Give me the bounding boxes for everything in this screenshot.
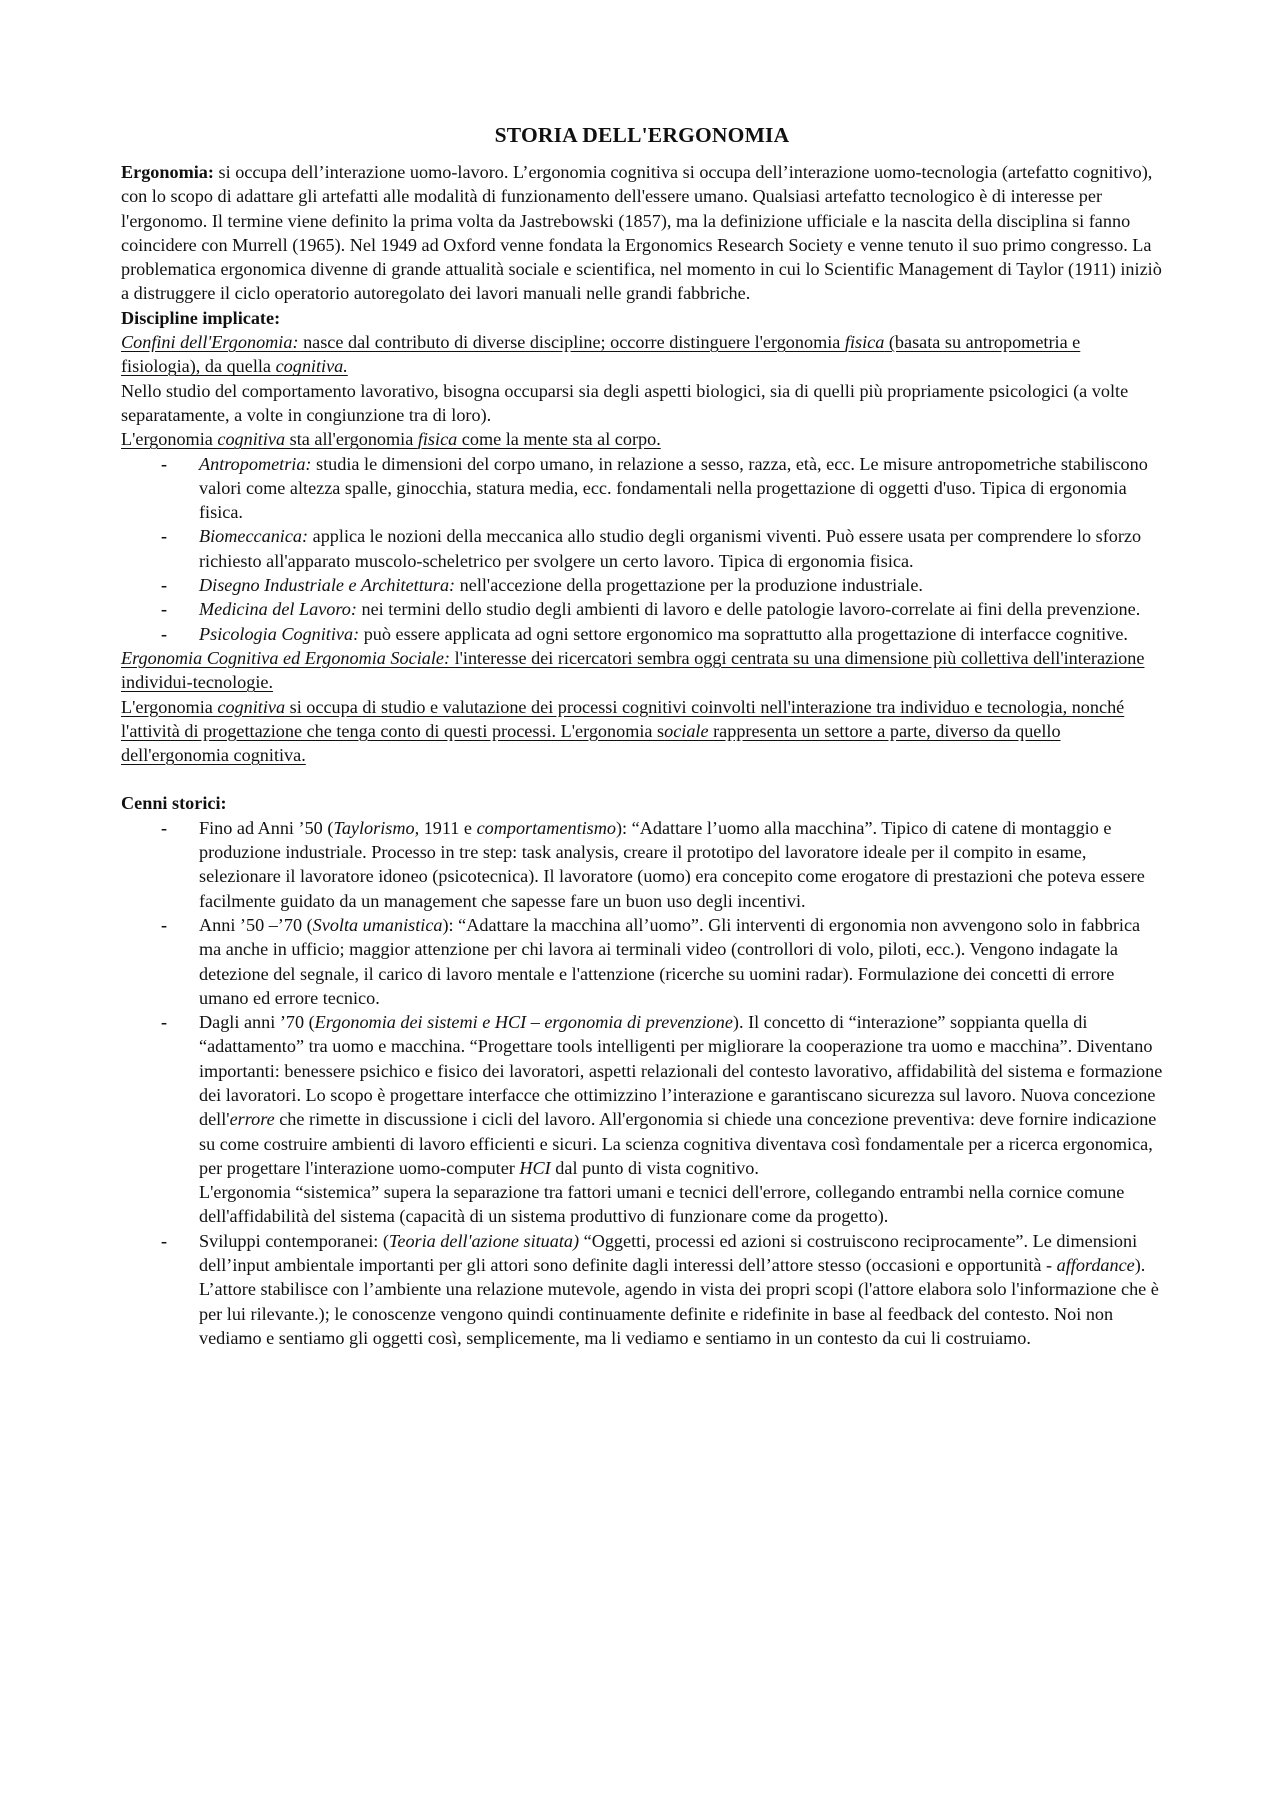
cognitiva-sociale-label: Ergonomia Cognitiva ed Ergonomia Sociale:	[121, 647, 451, 668]
analogia-text-1: L'ergonomia	[121, 429, 218, 450]
def-text-2: si occupa di studio e valutazione dei processi cognitivi coinvolti nell'interazione tra individuo e tecnologia, nonché l'attività di progettazione che tenga conto di questi processi. L'ergonomia s	[121, 696, 1125, 741]
analogia-em-1: cognitiva	[217, 429, 286, 450]
cenni4-text-2: “Oggetti, processi ed azioni si costruiscono reciprocamente”. Le dimensioni dell’input ambientale importanti per gli attori sono definite dagli interessi dell’attore stesso (occasioni e opportunità -	[199, 1230, 1138, 1276]
cenni-heading: Cenni storici:	[121, 793, 227, 814]
cenni2-text-2: ): “Adattare la macchina all’uomo”. Gli interventi di ergonomia non avvengono solo in fabbrica ma anche in ufficio; maggior attenzione per chi lavora ai terminali video (controllori di volo, piloti, ecc.). Vengono indagate la detezione del segnale, il carico di lavoro mentale e l'attenzione (ricerche su uomini radar). Formulazione dei concetti di errore umano ed errore tecnico.	[199, 914, 1141, 1008]
intro-term: Ergonomia:	[121, 162, 214, 182]
item-text: nell'accezione della progettazione per la produzione industriale.	[455, 575, 923, 596]
spacer	[121, 767, 1163, 791]
cenni3-text-1: Dagli anni ’70 (	[199, 1012, 315, 1033]
cenni1-em-2: comportamentismo	[476, 817, 616, 838]
confini-label: Confini dell'Ergonomia:	[121, 332, 299, 353]
cenni3-extra: L'ergonomia “sistemica” supera la separazione tra fattori umani e tecnici dell'errore, collegando entrambi nella cornice comune dell'affidabilità del sistema (capacità di un sistema produttivo di funzionare come da progetto).	[199, 1182, 1125, 1227]
analogia-text-3: come la mente sta al corpo.	[457, 429, 661, 450]
cognitiva-sociale-text: l'interesse dei ricercatori sembra oggi centrata su una dimensione più collettiva dell'interazione individui-tecnologie.	[121, 647, 1145, 693]
analogia-text-2: sta all'ergonomia	[285, 429, 418, 450]
item-text: nei termini dello studio degli ambienti di lavoro e delle patologie lavoro-correlate ai fini della prevenzione.	[356, 599, 1141, 620]
list-item	[121, 597, 1163, 621]
item-label: Antropometria:	[199, 453, 312, 474]
cenni4-em-1: Teoria dell'azione situata)	[388, 1230, 580, 1251]
item-text: può essere applicata ad ogni settore ergonomico ma soprattutto alla progettazione di interfacce cognitive.	[359, 623, 1128, 644]
cenni4-text-3: ). L’attore stabilisce con l’ambiente una relazione mutevole, agendo in vista dei propri scopi (l'attore elabora solo l'informazione che è per lui rilevante.); le conoscenze vengono quindi continuamente definite e ridefinite in base al feedback del contesto. Noi non vediamo e sentiamo gli oggetti così, semplicemente, ma li vediamo e sentiamo in un contesto da cui li costruiamo.	[199, 1255, 1159, 1348]
document-body	[121, 121, 1163, 1350]
confini-em-cognitiva: cognitiva.	[275, 356, 348, 377]
cenni4-text-1: Sviluppi contemporanei: (	[199, 1230, 389, 1251]
confini-paragraph	[121, 330, 1163, 379]
def-em-2: ociale	[664, 720, 709, 741]
confini-em-fisica: fisica	[844, 332, 885, 353]
list-item	[121, 622, 1163, 646]
confini-text-1: nasce dal contributo di diverse discipline; occorre distinguere l'ergonomia	[298, 332, 845, 353]
def-text-3: rappresenta un settore a parte, diverso da quello dell'ergonomia cognitiva.	[121, 720, 1061, 766]
cenni3-em-3: HCI	[519, 1157, 551, 1178]
cenni3-em-1: Ergonomia dei sistemi e HCI – ergonomia di prevenzione	[314, 1012, 733, 1033]
list-item	[121, 1010, 1163, 1229]
cenni-list	[121, 816, 1163, 1351]
item-label: Psicologia Cognitiva:	[199, 623, 360, 644]
item-label: Medicina del Lavoro:	[199, 599, 357, 620]
list-item	[121, 1229, 1163, 1350]
def-em-1: cognitiva	[217, 696, 286, 717]
discipline-list	[121, 452, 1163, 646]
cenni1-text-2: 1911 e	[419, 817, 477, 838]
cenni3-text-2: ). Il concetto di “interazione” soppianta quella di “adattamento” tra uomo e macchina. “Progettare tools intelligenti per migliorare la cooperazione tra uomo e macchina”. Diventano importanti: benessere psichico e fisico dei lavoratori, aspetti relazionali del contesto lavorativo, affidabilità del sistema e formazione dei lavoratori. Lo scopo è progettare interfacce che ottimizzino l’interazione e garantiscano sicurezza sul lavoro. Nuova concezione dell'	[199, 1012, 1163, 1130]
item-text: studia le dimensioni del corpo umano, in relazione a sesso, razza, età, ecc. Le misure antropometriche stabiliscono valori come altezza spalle, ginocchia, statura media, ecc. fondamentali nella progettazione di oggetti d'uso. Tipica di ergonomia fisica.	[199, 453, 1148, 523]
confini-text-2: (basata su antropometria e fisiologia), da quella	[121, 332, 1081, 377]
cenni3-text-4: dal punto di vista cognitivo.	[550, 1157, 759, 1178]
list-item	[121, 524, 1163, 573]
analogia-em-2: fisica	[417, 429, 458, 450]
cenni1-em-1: Taylorismo,	[333, 817, 420, 838]
cognitiva-sociale-paragraph	[121, 646, 1163, 695]
intro-text: si occupa dell’interazione uomo-lavoro. L’ergonomia cognitiva si occupa dell’interazione uomo-tecnologia (artefatto cognitivo), con lo scopo di adattare gli artefatti alle modalità di funzionamento dell'essere umano. Qualsiasi artefatto tecnologico è di interesse per l'ergonomo. Il termine viene definito la prima volta da Jastrebowski (1857), ma la definizione ufficiale e la nascita della disciplina si fanno coincidere con Murrell (1965). Nel 1949 ad Oxford venne fondata la Ergonomics Research Society e venne tenuto il suo primo congresso. La problematica ergonomica divenne di grande attualità sociale e scientifica, nel momento in cui lo Scientific Management di Taylor (1911) iniziò a distruggere il ciclo operatorio autoregolato dei lavori manuali nelle grandi fabbriche.	[121, 162, 1162, 304]
cenni3-text-3: che rimette in discussione i cicli del lavoro. All'ergonomia si chiede una concezione preventiva: deve fornire indicazione su come costruire ambienti di lavoro efficienti e sicuri. La scienza cognitiva diventava così fondamentale per a ricerca ergonomica, per progettare l'interazione uomo-computer	[199, 1109, 1157, 1178]
cenni2-text-1: Anni ’50 –’70 (	[199, 914, 313, 935]
list-item	[121, 452, 1163, 525]
intro-paragraph	[121, 160, 1163, 306]
studio-paragraph: Nello studio del comportamento lavorativo, bisogna occuparsi sia degli aspetti biologici, sia di quelli più propriamente psicologici (a volte separatamente, a volte in congiunzione tra di loro).	[121, 380, 1129, 425]
list-item	[121, 573, 1163, 597]
item-label: Biomeccanica:	[199, 526, 309, 547]
cenni4-em-2: affordance	[1056, 1255, 1135, 1276]
cenni1-text-1: Fino ad Anni ’50 (	[199, 817, 334, 838]
cenni3-em-2: errore	[229, 1109, 275, 1130]
item-label: Disegno Industriale e Architettura:	[199, 575, 456, 596]
item-text: applica le nozioni della meccanica allo studio degli organismi viventi. Può essere usata per comprendere lo sforzo richiesto all'apparato muscolo-scheletrico per svolgere un certo lavoro. Tipica di ergonomia fisica.	[199, 526, 1142, 571]
list-item	[121, 816, 1163, 913]
page-title: STORIA DELL'ERGONOMIA	[494, 123, 790, 147]
cognitiva-def-paragraph	[121, 695, 1163, 768]
cenni1-text-3: ): “Adattare l’uomo alla macchina”. Tipico di catene di montaggio e produzione industriale. Processo in tre step: task analysis, creare il prototipo del lavoratore ideale per il compito in esame, selezionare il lavoratore idoneo (psicotecnica). Il lavoratore (uomo) era concepito come erogatore di prestazioni che poteva essere facilmente guidato da un management che sapesse fare un buon uso degli incentivi.	[199, 817, 1145, 911]
cenni2-em-1: Svolta umanistica	[312, 914, 443, 935]
list-item	[121, 913, 1163, 1010]
analogia-paragraph	[121, 427, 1163, 451]
discipline-heading: Discipline implicate:	[121, 307, 281, 328]
def-text-1: L'ergonomia	[121, 696, 218, 717]
